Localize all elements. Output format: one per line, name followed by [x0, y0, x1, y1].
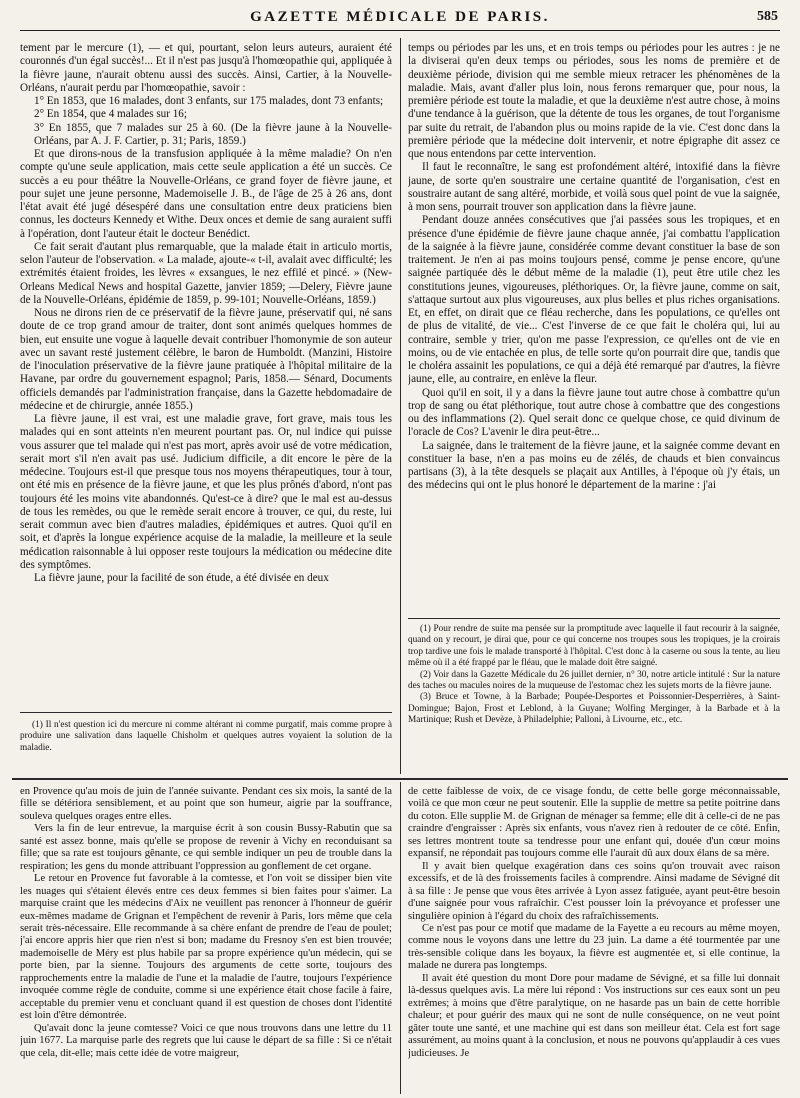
top-left-column — [20, 42, 392, 698]
footnote-divider — [408, 618, 780, 619]
paragraph: Il avait été question du mont Dore pour madame de Sévigné, et sa fille lui donnait là-dessus quelques avis. La mère lui répond : Vos instructions sur ces eaux sont un peu extrêmes; à moins que d'être paralytique, on ne hasarde pas un bain de cette horrible chaleur; et pour guérir des maux qui ne sont de nulle conséquence, on ne veut point gâter toute une santé, et une machine qui est dans son meilleur état. Cela est fort sage assurément, au moins quant à la conclusion, et nous ne pouvons qu'applaudir à ces vues judicieuses. Je — [408, 972, 780, 1059]
footnote: (3) Bruce et Towne, à la Barbade; Poupée-Desportes et Poissonnier-Desperrières, à Saint-Domingue; Bajon, Frost et Leblond, à la Guyane; Wolfing Merginger, à la Barbade et à la Martinique; Rush et Devèze, à Philadelphie; Palloni, à Livourne, etc., etc. — [408, 692, 780, 726]
footnote: (1) Il n'est question ici du mercure ni comme altérant ni comme purgatif, mais comme propre à produire une salivation dans laquelle Chisholm et quelques autres voyaient la solution de la maladie. — [20, 720, 392, 753]
paragraph: Il faut le reconnaître, le sang est profondément altéré, intoxifié dans la fièvre jaune, de sorte qu'en soustraire une certaine quantité de l'organisation, c'est en soustraire autant de sang altéré, morbide, et voilà sous quel point de vue la saignée, à mon sens, pourrait trouver son application dans la fièvre jaune. — [408, 161, 780, 213]
paragraph: Quoi qu'il en soit, il y a dans la fièvre jaune tout autre chose à combattre qu'un trop de sang ou état pléthorique, tout autre chose à combattre que des congestions ou des inflammations (2). Quel serait donc ce quelque chose, ce quid divinum de l'oracle de Cos? L'avenir le dira peut-être... — [408, 386, 780, 439]
paragraph: Et que dirons-nous de la transfusion appliquée à la même maladie? On n'en compte qu'une seule application, mais cette seule application a été un succès. Ce succès a eu pour théâtre la Nouvelle-Orléans, ce grand foyer de fièvre jaune, et pour sujet une jeune personne, Mademoiselle J. B., de l'âge de 25 à 26 ans, dont l'état avait été jugé désespéré dans une consultation entre deux praticiens bien connus, les docteurs Kennedy et Withe. Deux onces et demie de sang auraient suffi à l'opération, dont l'auteur était le docteur Benédict. — [20, 148, 392, 240]
paragraph: La fièvre jaune, pour la facilité de son étude, a été divisée en deux — [34, 572, 329, 584]
paragraph: Le retour en Provence fut favorable à la comtesse, et l'on voit se dissiper bien vite les nuages qui s'étaient élevés entre ces deux femmes si bien faites pour s'aimer. La marquise craint que les médecins d'Aix ne veuillent pas renoncer à l'honneur de guérir eux-mêmes madame de Grignan et l'empêchent de revenir à Paris, lors même que cela serait très-nécessaire. Elle recommande à sa chère enfant de prendre de l'eau de poulet; j'ai encore appris hier que rien n'est si bon; madame du Fresnoy s'en est bien trouvée; mademoiselle de Méry est plus habile par sa propre expérience qu'un médecin, qui se porte bien, par la sienne. Toujours des arguments de cette sorte, toujours des rapprochements entre la maladie de l'une et la maladie de l'autre, toujours l'expérience invoquée comme règle de conduite, comme si une expérience était chose facile à faire, acceptable du premier venu et concluant quand il est question de choses dont l'identité est loin d'être démontrée. — [20, 873, 392, 1022]
bottom-right-column — [408, 786, 780, 1094]
journal-title: GAZETTE MÉDICALE DE PARIS. — [250, 9, 550, 25]
paragraph: temps ou périodes par les uns, et en trois temps ou périodes pour les autres : je ne la diviserai qu'en deux temps ou périodes, sous les noms de première et de deuxième période, division qui me semble mieux retracer les phénomènes de la maladie. Mais, avant d'aller plus loin, nous ferons remarquer que, pour nous, la première période est toute la maladie, et que la deuxième n'est autre chose, à moins d'une tendance à la guérison, que la détente de tous les organes, de tout l'organisme par suite du retrait, de l'abandon plus ou moins rapide de la vie. C'est donc dans la première période que la médecine doit intervenir, et notre épigraphe dit assez ce que nous entendons par cette intervention. — [408, 42, 780, 160]
footnote: (2) Voir dans la Gazette Médicale du 26 juillet dernier, n° 30, notre article intitulé : Sur la nature des taches ou macules noires de la muqueuse de l'estomac chez les sujets morts de la fièvre jaune. — [408, 669, 780, 692]
paragraph: La saignée, dans le traitement de la fièvre jaune, et la saignée comme devant en constituer la base, n'en a pas moins eu de zélés, de chauds et bien convaincus partisans (3), à la tête desquels se plaçait aux Antilles, à l'époque où j'y étais, un des médecins qui ont le plus honoré le département de la marine : j'ai — [408, 439, 780, 492]
footnote: (1) Pour rendre de suite ma pensée sur la promptitude avec laquelle il faut recourir à la saignée, quand on y recourt, je dirai que, pour ce qui concerne nos troupes sous les tropiques, je la croirais trop tardive une fois le malade transporté à l'hôpital. C'est donc à la caserne ou sous la tente, au lieu même où il a été frappé par le fléau, que le malade doit être saigné. — [408, 624, 780, 669]
top-right-column — [408, 42, 780, 608]
paragraph: Il y avait bien quelque exagération dans ces soins qu'on trouvait avec raison excessifs, et de là des froissements faciles à comprendre. Ainsi madame de Sévigné dit à sa fille : Je pense que vous êtes arrivée à Lyon assez fatiguée, ayant peut-être besoin d'une saignée pour vous rafraîchir. C'est pousser loin la prévoyance et professer une singulière opinion à l'égard du choix des rafraîchissements. — [408, 860, 780, 922]
top-right-footnotes — [408, 624, 780, 770]
section-divider — [12, 778, 788, 780]
paragraph: Pendant douze années consécutives que j'ai passées sous les tropiques, et en présence d'une épidémie de fièvre jaune chaque année, j'ai combattu l'application de la saignée à la fièvre jaune, considérée comme devant constituer la base de son traitement. Je n'en ai pas moins toujours pensé, comme je pense encore, qu'une saignée partiquée dès le début même de la maladie (1), peut être utile chez les constitutions jeunes, vigoureuses, pléthoriques. Or, la fièvre jaune, comme on sait, s'attaque surtout aux plus vigoureuses, aux plus belles et plus riches organisations. Et, en effet, on dirait que ce fléau recherche, dans les populations, ce qu'elles ont de plus de vitalité, de vie... C'est l'inverse de ce que fait le choléra qui, lui au contraire, semble y trier, qu'on me passe l'expression, ce qu'elles ont de vie en moins, ou de vie entachée en plus, de telle sorte qu'on pourrait dire que, tandis que le choléra assainit les populations, ce qui a déjà été remarqué par d'autres, la fièvre jaune, elle, au contraire, en enlève la fleur. — [408, 214, 780, 386]
paragraph: Ce fait serait d'autant plus remarquable, que la malade était in articulo mortis, selon l'auteur de l'observation. « La malade, ajoute-« t-il, avalait avec difficulté; les extrémités étaient froides, les lèvres « exsangues, le nez effilé et pincé. » (New-Orleans Medical News and hospital Gazette, janvier 1859; —Delery, Fièvre jaune de la Nouvelle-Orléans, épidémie de 1859, p. 99-101; Nouvelle-Orléans, 1859.) — [20, 240, 392, 306]
footnote-divider — [20, 712, 392, 713]
list-item: 3° En 1855, que 7 malades sur 25 à 60. (De la fièvre jaune à la Nouvelle-Orléans, par A. J. F. Cartier, p. 31; Paris, 1859.) — [34, 121, 392, 147]
page-header — [20, 6, 780, 31]
column-divider — [400, 782, 401, 1094]
bottom-left-column — [20, 786, 392, 1094]
paragraph: tement par le mercure (1), — et qui, pourtant, selon leurs auteurs, auraient été couronnés d'un égal succès!... Et il n'est pas jusqu'à l'homœopathie qui, appliquée à la fièvre jaune, n'aurait obtenu aussi des succès. Ainsi, Cartier, à la Nouvelle-Orléans, n'aurait perdu par l'homœopathie, savoir : — [20, 42, 392, 94]
paragraph: Ce n'est pas pour ce motif que madame de la Fayette a eu recours au même moyen, comme nous le voyons dans une lettre du 23 juin. La dame a été tourmentée par une très-sensible colique dans les boyaux, la fièvre est augmentée et, si elle continue, la malade ne durera pas longtemps. — [408, 922, 780, 972]
paragraph: Nous ne dirons rien de ce préservatif de la fièvre jaune, préservatif qui, né sans doute de ce trop grand amour de traiter, dont sont animés quelques hommes de bien, eut ensuite une vogue à laquelle devait contribuer l'homonymie de son auteur avec un savant resté justement célèbre, le baron de Humboldt. (Manzini, Histoire de l'inoculation préservative de la fièvre jaune pratiquée à l'hôpital militaire de la Havane, par ordre du gouvernement espagnol; Paris, 1858.— Sénard, Documents officiels demandés par l'administration française, dans la Gazette hebdomadaire de médecine et de chirurgie, année 1855.) — [20, 307, 392, 412]
list-item: 2° En 1854, que 4 malades sur 16; — [34, 108, 187, 121]
page-number: 585 — [757, 9, 778, 24]
list-item: 1° En 1853, que 16 malades, dont 3 enfants, sur 175 malades, dont 73 enfants; — [34, 95, 384, 107]
paragraph: en Provence qu'au mois de juin de l'année suivante. Pendant ces six mois, la santé de la fille se détériora sensiblement, et au point que son humeur, aigrie par la souffrance, souleva quelques orages entre elles. — [20, 786, 392, 822]
paragraph: de cette faiblesse de voix, de ce visage fondu, de cette belle gorge méconnaissable, voilà ce que mon cœur ne peut soutenir. Elle la supplie de mettre sa petite poitrine dans du coton. Elle supplie M. de Grignan de ménager sa femme; elle dit à celle-ci de ne pas craindre d'engraisser : Après six enfants, vous n'avez rien à redouter de ce côté. Enfin, ses lettres montrent toute sa tendresse pour une enfant qui, douée d'un cœur moins expansif, ne répondait pas toujours comme elle l'aurait dû aux doux élans de sa mère. — [408, 786, 780, 860]
paragraph: Vers la fin de leur entrevue, la marquise écrit à son cousin Bussy-Rabutin que sa santé est assez bonne, mais qu'elle se propose de revenir à Vichy en reconduisant sa fille; que sa rate est toujours gênante, ce qui semble indiquer un peu de trouble dans la respiration; les gens du monde attribuant l'oppression au gonflement de cet organe. — [20, 823, 392, 872]
top-left-footnotes — [20, 720, 392, 768]
column-divider — [400, 38, 401, 774]
paragraph: Qu'avait donc la jeune comtesse? Voici ce que nous trouvons dans une lettre du 11 juin 1677. La marquise parle des regrets que lui cause le départ de sa fille : Si ce n'était que cela, dit-elle; mais cette idée de votre maigreur, — [20, 1022, 392, 1059]
paragraph: La fièvre jaune, il est vrai, est une maladie grave, fort grave, mais tous les malades qui en sont atteints n'en meurent pourtant pas. Or, nul indice qui puisse vous assurer que tel malade qui n'est pas mort, après avoir usé de votre médication, serait mort s'il n'en avait pas usé. Judicium difficile, a dit encore le père de la médecine. Toujours est-il que presque tous nos moyens thérapeutiques, tour à tour, ont été mis en présence de la fièvre jaune, et que les plus prônés d'abord, n'ont pas toujours été les moins vite abandonnés. Qu'est-ce à dire? que le mal est au-dessus de tous les remèdes, ou que le remède serait encore à trouver, ce qui, du reste, lui serait commun avec bien d'autres maladies, épidémiques et autres. Quoi qu'il en soit, et d'après la longue expérience acquise de la maladie, la meilleure et la seule médication raisonnable à lui opposer reste toujours la médication ou médecine dite des symptômes. — [20, 413, 392, 571]
